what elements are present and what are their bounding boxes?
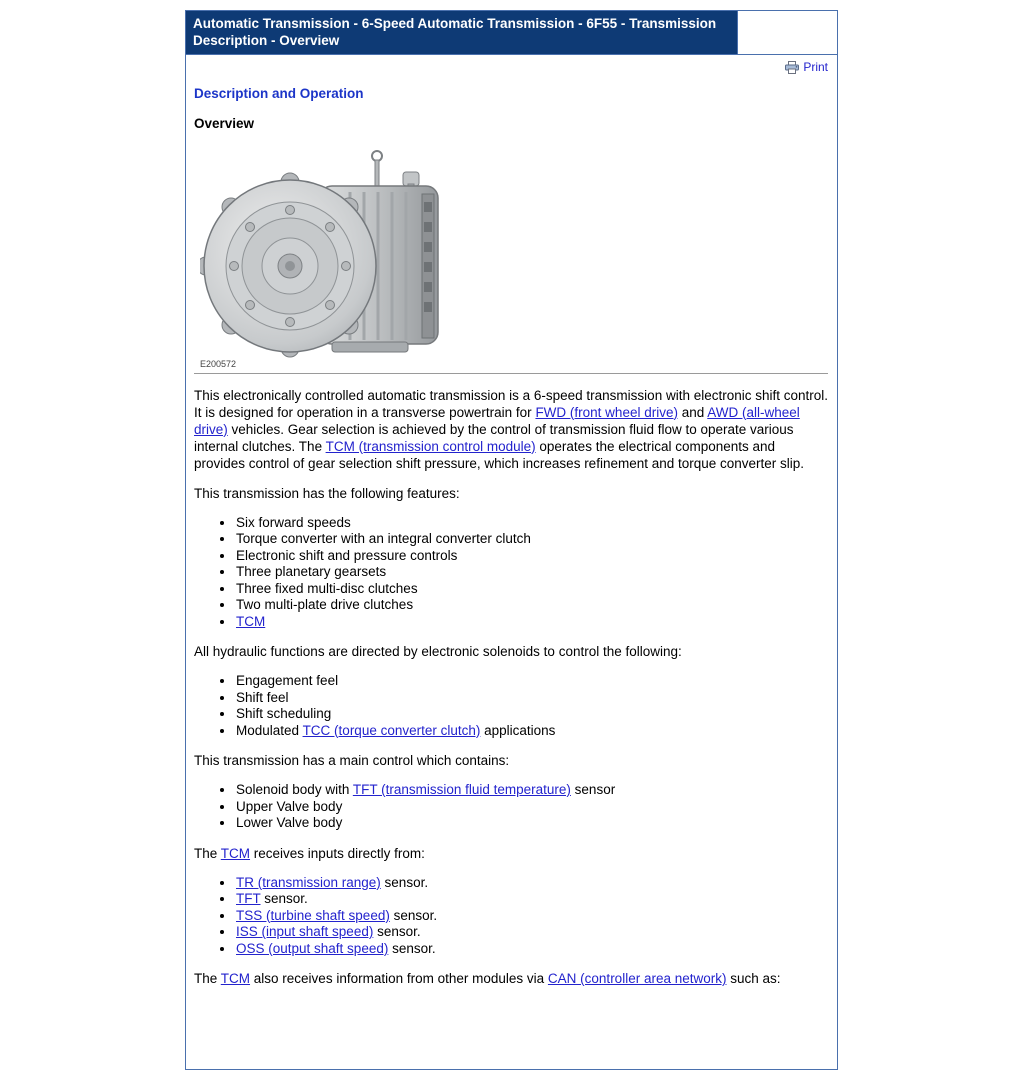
print-row [186,55,837,79]
list-item [235,673,828,690]
link-oss-sensor[interactable]: OSS (output shaft speed) [236,940,389,956]
text-run: Solenoid body with [236,782,353,797]
text-run: Electronic shift and pressure controls [236,547,458,563]
section-heading: Description and Operation [194,85,364,101]
print-label: Print [803,60,828,74]
content-divider [194,373,828,374]
text-run: receives inputs directly from: [250,845,425,861]
link-iss-sensor[interactable]: ISS (input shaft speed) [236,924,374,939]
text-run: sensor. [373,924,421,939]
features-list [194,515,828,631]
text-run: Upper Valve body [236,798,343,814]
list-item [235,941,828,958]
text-run: Shift scheduling [236,706,332,721]
text-run: Three fixed multi-disc clutches [236,580,418,596]
list-item [235,581,828,598]
list-item [235,548,828,565]
link-can[interactable]: CAN (controller area network) [547,971,727,986]
text-run: operates the electrical components and provides control of gear selection shift pressure, which increases refinement and torque converter slip. [194,438,805,471]
transmission-illustration [200,148,458,358]
list-item [235,815,828,832]
text-run: Three planetary gearsets [236,564,387,579]
list-item [235,531,828,548]
tcm-inputs-paragraph [194,845,828,862]
content-area [186,85,837,1008]
document-panel [185,10,838,1070]
list-item [235,706,828,723]
main-control-list [194,782,828,832]
text-run: The [194,971,221,986]
list-item [235,891,828,908]
intro-paragraph [194,387,828,472]
list-item [235,799,828,816]
transmission-figure [194,148,828,370]
text-run: sensor. [380,874,429,890]
link-tss-sensor[interactable]: TSS (turbine shaft speed) [236,907,390,923]
header-spacer [737,11,837,54]
text-run: This electronically controlled automatic transmission is a 6-speed transmission with electronic shift control. It is designed for operation in a transverse powertrain for [194,387,829,420]
text-run: Modulated [236,722,303,738]
text-run: Lower Valve body [236,815,343,830]
link-tcc[interactable]: TCC (torque converter clutch) [302,722,481,738]
text-run: sensor. [389,907,438,923]
link-tft[interactable]: TFT (transmission fluid temperature) [352,782,571,797]
tcm-inputs-list [194,875,828,958]
link-fwd[interactable]: FWD (front wheel drive) [535,404,678,420]
main-control-intro-paragraph: This transmission has a main control which contains: [194,753,510,768]
figure-caption: E200572 [200,358,237,369]
text-run: also receives information from other modules via [250,971,548,986]
link-tcm-feature[interactable]: TCM [236,613,266,629]
document-header [186,11,837,55]
list-item [235,782,828,799]
text-run: Two multi-plate drive clutches [236,597,414,612]
list-item [235,908,828,925]
document-title: Automatic Transmission - 6-Speed Automatic Transmission - 6F55 - Transmission Description - Overview [186,11,737,54]
list-item [235,515,828,532]
can-paragraph [194,970,828,987]
link-tft-sensor[interactable]: TFT [236,891,261,906]
link-tr-sensor[interactable]: TR (transmission range) [236,874,381,890]
text-run: Six forward speeds [236,514,351,530]
list-item [235,597,828,614]
text-run: sensor. [388,940,436,956]
overview-heading: Overview [194,115,255,131]
list-item [235,924,828,941]
link-tcm-3[interactable]: TCM [220,971,251,986]
printer-icon [785,61,799,74]
text-run: sensor [570,782,616,797]
text-run: Shift feel [236,689,289,705]
text-run: applications [480,722,556,738]
list-item [235,564,828,581]
list-item [235,614,828,631]
text-run: such as: [726,971,781,986]
text-run: The [194,845,221,861]
hydraulics-intro-paragraph: All hydraulic functions are directed by electronic solenoids to control the following: [194,644,682,659]
list-item [235,690,828,707]
features-intro-paragraph: This transmission has the following features: [194,485,460,501]
text-run: vehicles. Gear selection is achieved by the control of transmission fluid flow to operate various internal clutches. The [194,421,794,454]
link-tcm[interactable]: TCM (transmission control module) [325,438,536,454]
text-run: sensor. [260,891,308,906]
list-item [235,875,828,892]
link-tcm-2[interactable]: TCM [220,845,251,861]
text-run: Torque converter with an integral converter clutch [236,531,531,546]
list-item [235,723,828,740]
hydraulics-list [194,673,828,739]
text-run: Engagement feel [236,673,339,688]
link-awd[interactable]: AWD (all-wheel drive) [194,404,800,437]
print-button[interactable] [785,60,828,74]
text-run: and [677,404,708,420]
